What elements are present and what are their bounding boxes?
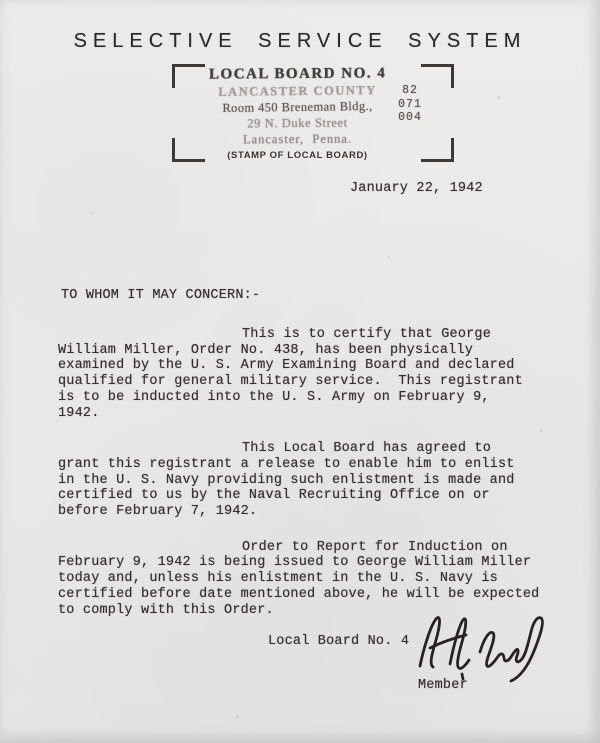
paragraph-line: February 9, 1942 is being issued to George William Miller [58, 555, 532, 571]
paragraph-induction-order [58, 540, 538, 619]
letter-date: January 22, 1942 [350, 181, 483, 196]
paragraph-line: This Local Board has agreed to [242, 441, 492, 457]
stamp-address-line1: Room 450 Breneman Bldg., [222, 98, 373, 116]
paragraph-line: today and, unless his enlistment in the U. S. Navy is [58, 571, 498, 587]
paper-speckle [92, 212, 94, 214]
paragraph-line: examined by the U. S. Army Examining Board and declared [58, 358, 515, 374]
stamp-county: LANCASTER COUNTY [218, 83, 377, 99]
paragraph-line: William Miller, Order No. 438, has been physically [58, 342, 474, 358]
stamp-caption: (STAMP OF LOCAL BOARD) [227, 150, 368, 161]
paper-speckle [498, 96, 500, 99]
paragraph-release-agreement [58, 441, 538, 520]
paragraph-line: certified before date mentioned above, he will be expected [58, 586, 540, 602]
paper-speckle [236, 716, 239, 718]
signer-title: Member [418, 678, 468, 693]
stamp-board-name: LOCAL BOARD NO. 4 [208, 65, 387, 83]
stamp-address-line3: Lancaster, Penna. [242, 131, 353, 147]
stamp-code-line: 071 [398, 97, 422, 111]
paper-speckle [388, 256, 390, 258]
stamp-code-line: 82 [402, 84, 418, 97]
paragraph-certification [58, 327, 538, 421]
stamp-address-line2: 29 N. Duke Street [247, 115, 348, 131]
paper-speckle [63, 502, 65, 504]
stamp-corner-bracket-bottom-right [421, 138, 454, 162]
stamp-code-column [390, 84, 430, 125]
stamp-text-block [190, 66, 405, 161]
paragraph-line: in the U. S. Navy providing such enlistment is made and [58, 472, 515, 488]
salutation: TO WHOM IT MAY CONCERN:- [61, 288, 261, 303]
stamp-code-line: 004 [398, 111, 422, 124]
paragraph-line: certified to us by the Naval Recruiting Office on or [58, 488, 490, 504]
paragraph-line: This is to certify that George [242, 327, 492, 342]
paragraph-line: 1942. [58, 405, 100, 421]
document-title: SELECTIVE SERVICE SYSTEM [73, 30, 527, 52]
local-board-stamp [172, 62, 454, 162]
paragraph-line: is to be inducted into the U. S. Army on February 9, [58, 389, 490, 405]
paragraph-line: grant this registrant a release to enable him to enlist [58, 456, 515, 472]
closing-org: Local Board No. 4 [268, 634, 410, 649]
paragraph-line: to comply with this Order. [58, 602, 274, 618]
paper-speckle [540, 430, 542, 432]
paragraph-line: before February 7, 1942. [58, 504, 258, 520]
letter-body [58, 327, 538, 638]
paragraph-line: Order to Report for Induction on [242, 539, 508, 555]
paragraph-line: qualified for general military service. This registrant [58, 374, 523, 390]
